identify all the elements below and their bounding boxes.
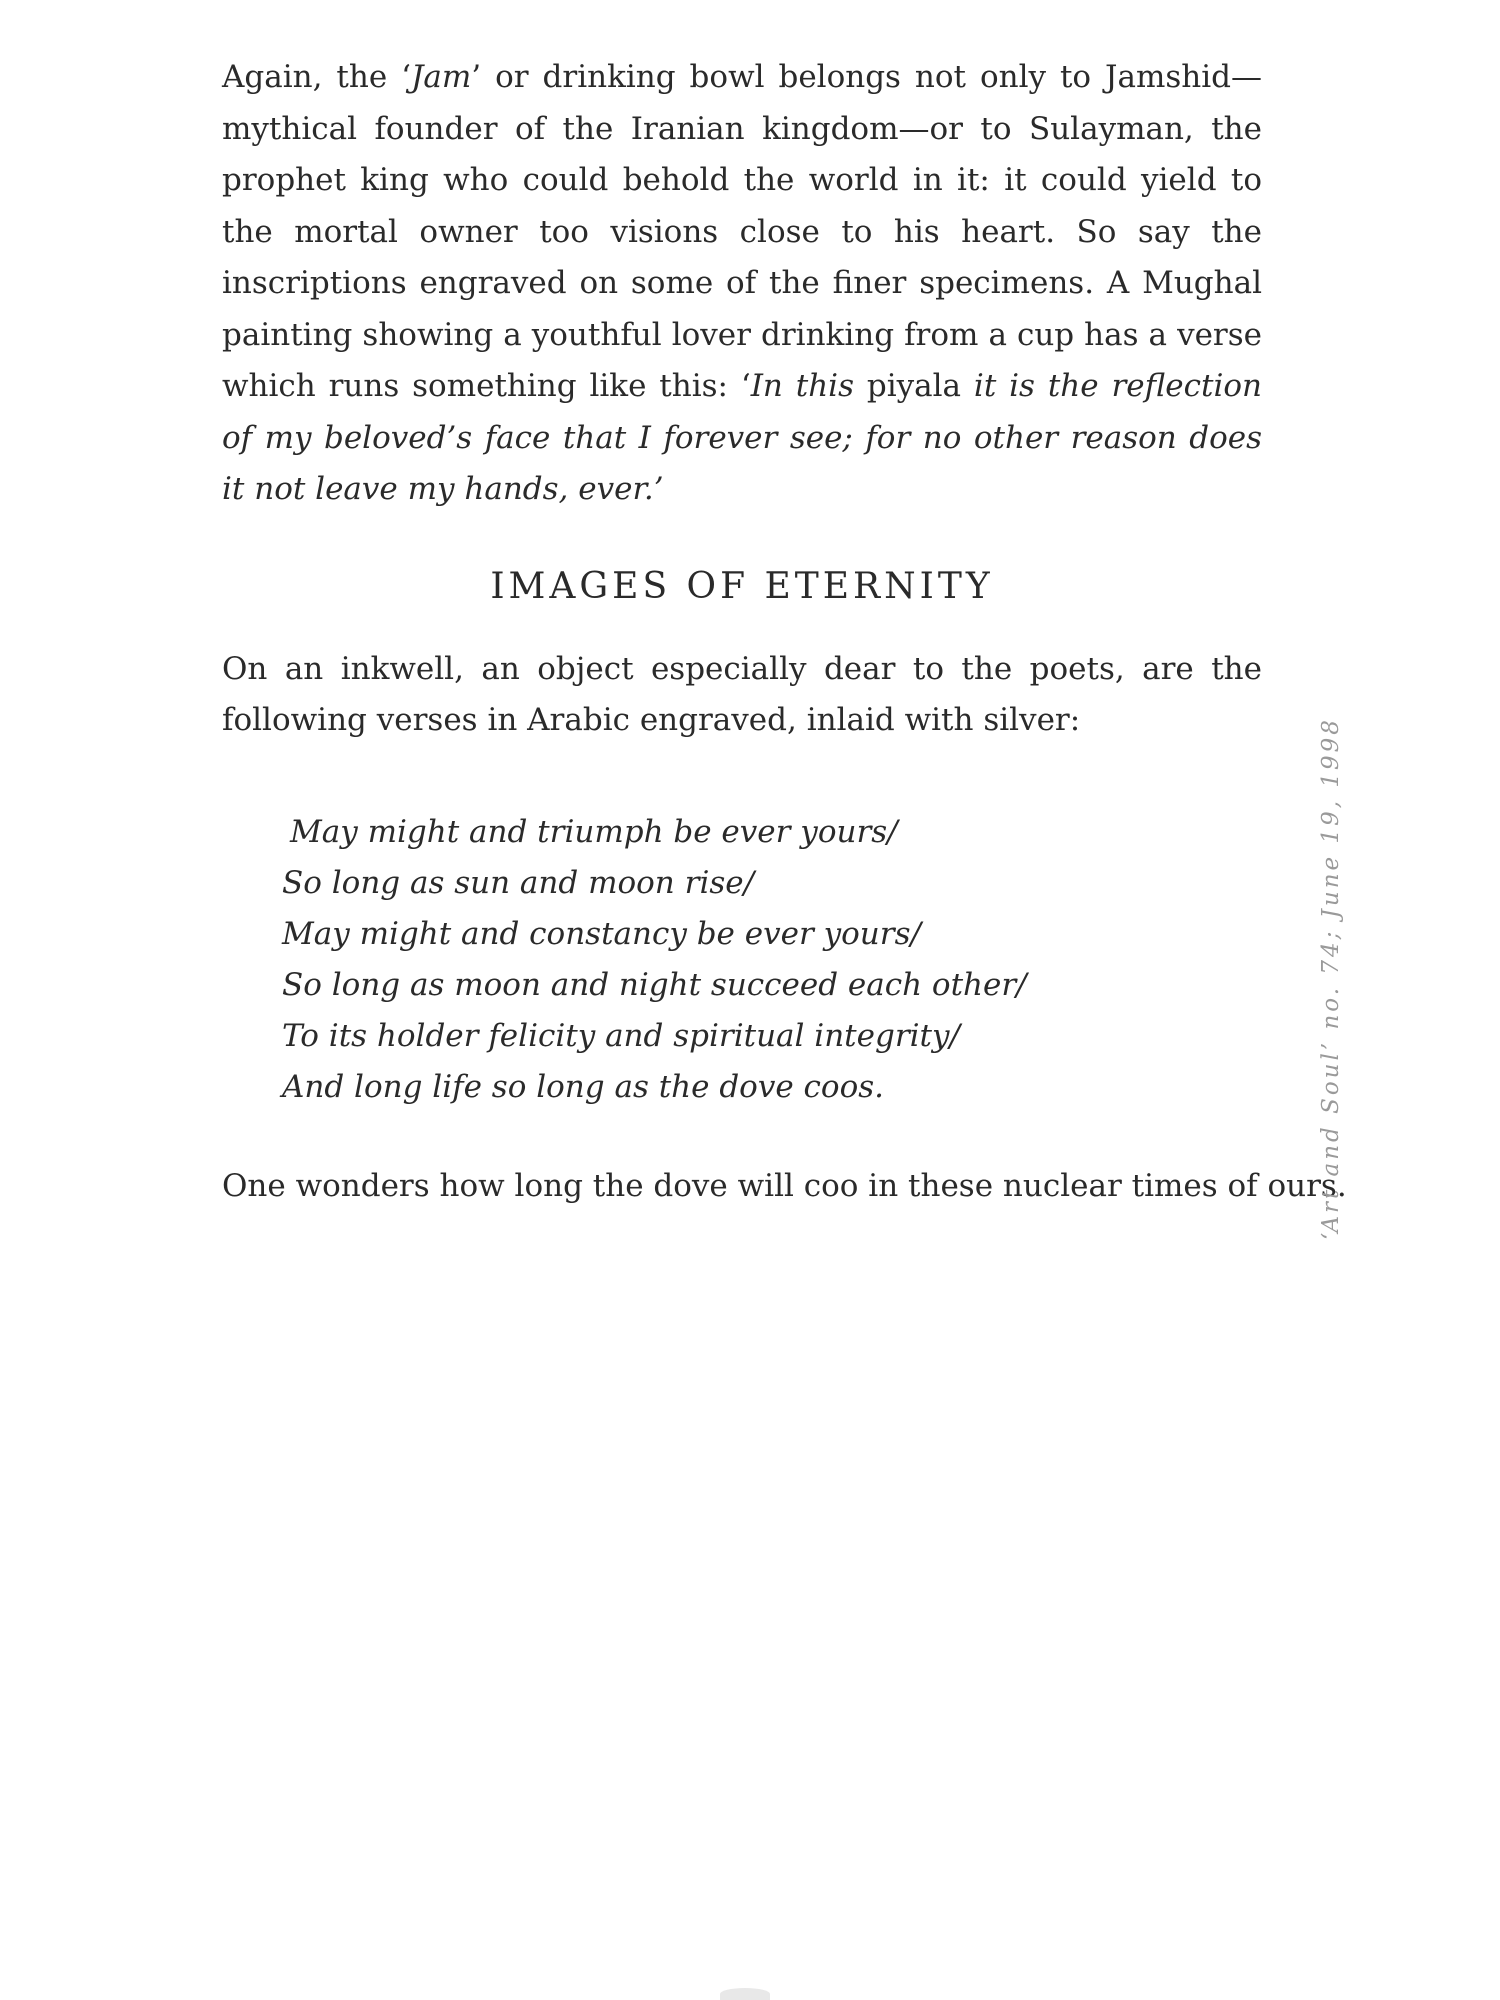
italic-jam: Jam bbox=[410, 59, 472, 95]
verse-line: And long life so long as the dove coos. bbox=[282, 1068, 885, 1105]
paragraph-inkwell: On an inkwell, an object especially dear to the poets, are the following verses in Arabic engraved, inlaid with silver: bbox=[222, 650, 1262, 738]
verse-line: So long as moon and night succeed each other/ bbox=[282, 966, 1027, 1003]
verse-block bbox=[282, 807, 1262, 1113]
text-run: ’ or drinking bowl belongs not only to Jamshid—mythical founder of the Iranian kingdom—or to Sulayman, the prophet king who could behold the world in it: it could yield to the mortal owner too visions close to his heart. So say the inscriptions engraved on some of the finer specimens. A Mughal painting showing a youthful lover drinking from a cup has a verse which runs something like this: ‘ bbox=[222, 59, 1262, 404]
verse-line: May might and triumph be ever yours/ bbox=[290, 813, 898, 850]
verse-line: May might and constancy be ever yours/ bbox=[282, 915, 921, 952]
closing-sentence: One wonders how long the dove will coo in these nuclear times of ours. bbox=[222, 1167, 1347, 1204]
text-run: piyala bbox=[854, 368, 974, 404]
paragraph-jam bbox=[222, 52, 1262, 516]
page-edge-mark bbox=[720, 1988, 770, 2000]
text-run: Again, the ‘ bbox=[222, 59, 411, 95]
italic-quote: it is the reflection of my beloved’s face that I forever see; for no other reason does it not leave my hands, ever.’ bbox=[222, 368, 1263, 507]
verse-line: To its holder felicity and spiritual integrity/ bbox=[282, 1017, 960, 1054]
source-citation: ‘Art and Soul’ no. 74; June 19, 1998 bbox=[1318, 717, 1344, 1240]
verse-line: So long as sun and moon rise/ bbox=[282, 864, 755, 901]
italic-in-this: In this bbox=[750, 368, 855, 404]
section-heading: IMAGES OF ETERNITY bbox=[490, 565, 994, 607]
